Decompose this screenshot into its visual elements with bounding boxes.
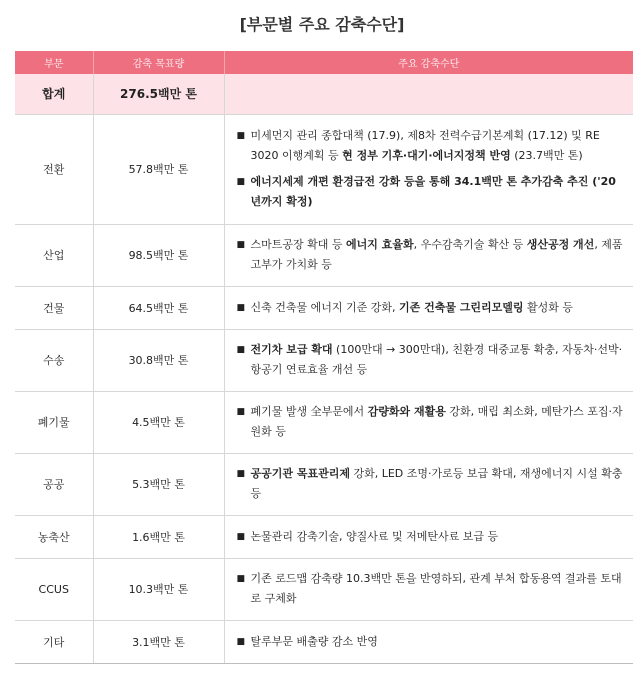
table-row bbox=[15, 558, 633, 620]
row-target: 57.8백만 톤 bbox=[93, 114, 224, 224]
header-sector: 부문 bbox=[15, 51, 93, 74]
square-bullet-icon: ■ bbox=[236, 636, 246, 647]
row-measures bbox=[224, 286, 633, 329]
row-measures bbox=[224, 114, 633, 224]
measure-text: 논물관리 감축기술, 양질사료 및 저메탄사료 보급 등 bbox=[250, 529, 499, 543]
total-measures bbox=[224, 74, 633, 114]
measure-text-bold: 현 정부 기후·대기·에너지정책 반영 bbox=[342, 149, 511, 162]
measure-item bbox=[237, 632, 624, 652]
row-measures bbox=[224, 329, 633, 391]
row-target: 64.5백만 톤 bbox=[93, 286, 224, 329]
page-title: [부문별 주요 감축수단] bbox=[239, 15, 405, 34]
row-target: 4.5백만 톤 bbox=[93, 391, 224, 453]
row-sector: 기타 bbox=[15, 620, 93, 663]
measure-item bbox=[237, 126, 624, 166]
row-target: 3.1백만 톤 bbox=[93, 620, 224, 663]
row-measures bbox=[224, 515, 633, 558]
square-bullet-icon: ■ bbox=[236, 531, 246, 542]
row-sector: 공공 bbox=[15, 453, 93, 515]
measure-item bbox=[237, 527, 624, 547]
row-target: 10.3백만 톤 bbox=[93, 558, 224, 620]
square-bullet-icon: ■ bbox=[236, 131, 246, 141]
measure-text-bold: 감량화와 재활용 bbox=[367, 405, 446, 418]
row-measures bbox=[224, 391, 633, 453]
measure-text: 스마트공장 확대 등 bbox=[250, 238, 346, 251]
reduction-measures-table bbox=[15, 51, 633, 664]
row-sector: 전환 bbox=[15, 114, 93, 224]
measure-text-bold: 공공기관 목표관리제 bbox=[250, 467, 350, 480]
measure-text: 탈루부문 배출량 감소 반영 bbox=[250, 634, 378, 648]
row-target: 98.5백만 톤 bbox=[93, 224, 224, 286]
measure-item bbox=[237, 235, 624, 275]
row-measures bbox=[224, 620, 633, 663]
measure-text: (23.7백만 톤) bbox=[510, 149, 583, 162]
measure-text: , 제품 고부가 가치화 등 bbox=[250, 238, 623, 271]
measure-text: 미세먼지 관리 종합대책 (17.9), 제8차 전력수급기본계획 (17.12) 및 RE 3020 이행계획 등 bbox=[250, 129, 600, 162]
table-row bbox=[15, 620, 633, 663]
total-sector: 합계 bbox=[15, 74, 93, 114]
row-sector: 산업 bbox=[15, 224, 93, 286]
measure-text: , 우수감축기술 확산 등 bbox=[413, 238, 527, 251]
table-row bbox=[15, 515, 633, 558]
measure-text: 신축 건축물 에너지 기준 강화, bbox=[250, 300, 399, 314]
table-row bbox=[15, 224, 633, 286]
measure-text-bold: 에너지 효율화 bbox=[346, 238, 414, 251]
total-target: 276.5백만 톤 bbox=[93, 74, 224, 114]
measure-text-bold: 기존 건축물 그린리모델링 bbox=[399, 300, 524, 314]
row-measures bbox=[224, 558, 633, 620]
measure-text-bold: 전기차 보급 확대 bbox=[250, 343, 333, 356]
square-bullet-icon: ■ bbox=[236, 240, 246, 250]
measure-text: 폐기물 발생 全부문에서 bbox=[250, 405, 368, 418]
measure-text: (100만대 → 300만대), 친환경 대중교통 확충, 자동차·선박·항공기 연료효율 개선 등 bbox=[250, 343, 623, 376]
row-measures bbox=[224, 453, 633, 515]
row-measures bbox=[224, 224, 633, 286]
measure-item bbox=[237, 464, 624, 504]
header-measures: 주요 감축수단 bbox=[224, 51, 633, 74]
square-bullet-icon: ■ bbox=[236, 574, 246, 584]
square-bullet-icon: ■ bbox=[236, 177, 246, 187]
square-bullet-icon: ■ bbox=[236, 302, 246, 313]
measure-item bbox=[237, 172, 624, 212]
measure-text-bold: 에너지세제 개편 환경급전 강화 등을 통해 34.1백만 톤 추가감축 추진 ('20년까지 확정) bbox=[250, 175, 616, 208]
row-sector: 수송 bbox=[15, 329, 93, 391]
square-bullet-icon: ■ bbox=[236, 469, 246, 479]
table-row bbox=[15, 114, 633, 224]
square-bullet-icon: ■ bbox=[236, 345, 246, 355]
row-sector: 농축산 bbox=[15, 515, 93, 558]
measure-text: 강화, 매립 최소화, 메탄가스 포집·자원화 등 bbox=[250, 405, 623, 438]
measure-item bbox=[237, 569, 624, 609]
measure-item bbox=[237, 402, 624, 442]
header-target: 감축 목표량 bbox=[93, 51, 224, 74]
row-sector: 폐기물 bbox=[15, 391, 93, 453]
table-row bbox=[15, 391, 633, 453]
row-target: 1.6백만 톤 bbox=[93, 515, 224, 558]
total-row bbox=[15, 74, 633, 114]
row-target: 5.3백만 톤 bbox=[93, 453, 224, 515]
measure-text: 기존 로드맵 감축량 10.3백만 톤을 반영하되, 관계 부처 합동용역 결과를 토대로 구체화 bbox=[250, 572, 622, 605]
measure-text-bold: 생산공정 개선 bbox=[526, 238, 595, 251]
square-bullet-icon: ■ bbox=[236, 407, 246, 417]
table-row bbox=[15, 453, 633, 515]
measure-item bbox=[237, 298, 624, 318]
row-sector: CCUS bbox=[15, 558, 93, 620]
table-row bbox=[15, 286, 633, 329]
measure-text: 활성화 등 bbox=[523, 300, 574, 314]
table-header-row bbox=[15, 51, 633, 74]
table-row bbox=[15, 329, 633, 391]
row-target: 30.8백만 톤 bbox=[93, 329, 224, 391]
measure-text: 강화, LED 조명·가로등 보급 확대, 재생에너지 시설 확충 등 bbox=[250, 467, 623, 500]
row-sector: 건물 bbox=[15, 286, 93, 329]
measure-item bbox=[237, 340, 624, 380]
